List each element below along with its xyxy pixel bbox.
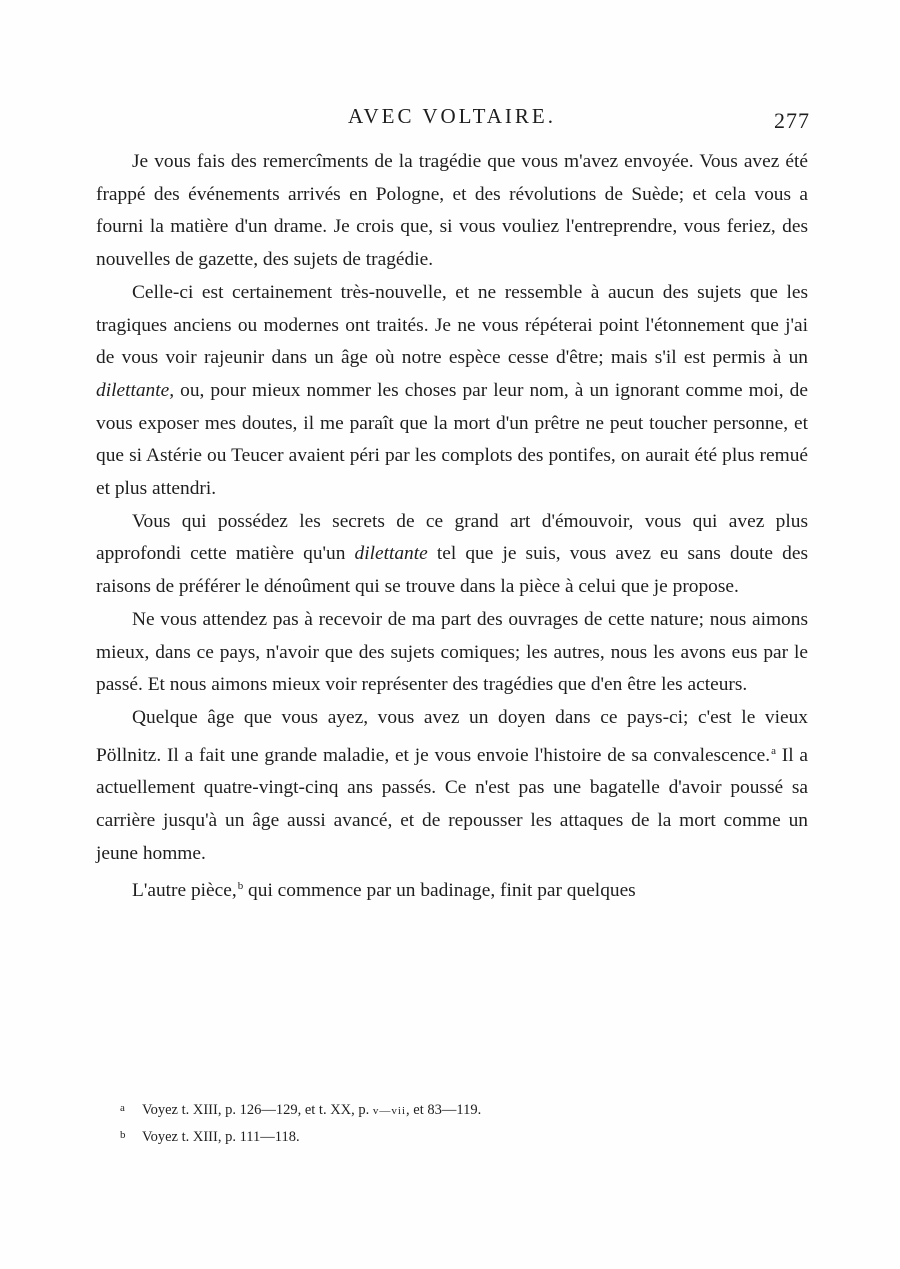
footnote-reference[interactable]: a	[771, 744, 776, 757]
paragraph-text: L'autre pièce,	[132, 880, 237, 902]
running-title: AVEC VOLTAIRE.	[348, 104, 556, 128]
paragraph-text: Celle-ci est certainement très-nouvelle, et ne ressemble à aucun des sujets que les tragiques anciens ou modernes ont traités. Je ne vous répéterai point l'étonnement que j'ai de vous voir rajeunir dans un âge où notre espèce cesse d'être; mais s'il est permis à un	[96, 281, 808, 369]
paragraph-text: tel que je suis, vous avez eu sans doute des raisons de préférer le dénoûment qui se trouve dans la pièce à celui que je propose.	[96, 543, 808, 598]
footnote-text: Voyez t. XIII, p. 111—118.	[142, 1129, 300, 1145]
footnote-b	[120, 1123, 780, 1149]
paragraph-6	[96, 870, 808, 908]
page-number: 277	[774, 108, 810, 133]
paragraph-4	[96, 604, 808, 702]
footnote-marker: a	[120, 1102, 125, 1114]
paragraph-5	[96, 702, 808, 871]
italic-term: dilettante	[354, 543, 428, 565]
footnote-text: , et 83—119.	[406, 1102, 482, 1118]
paragraph-text: Vous qui possédez les secrets de ce grand art d'émouvoir, vous qui avez plus approfondi cette matière qu'un	[96, 510, 808, 565]
body-text	[96, 146, 808, 908]
paragraph-text: ou, pour mieux nommer les choses par leur nom, à un ignorant comme moi, de vous exposer mes doutes, il me paraît que la mort d'un prêtre ne peut toucher personne, et que si Astérie ou Teucer avaient péri par les complots des pontifes, on aurait été plus remué et plus attendri.	[96, 379, 808, 500]
running-head	[96, 104, 808, 136]
paragraph-1	[96, 146, 808, 277]
footnote-text-smallcaps: v—vii	[372, 1105, 407, 1117]
footnote-text: Voyez t. XIII, p. 126—129, et t. XX, p.	[142, 1102, 373, 1118]
footnotes	[120, 1096, 780, 1149]
paragraph-3	[96, 506, 808, 604]
paragraph-text: Il a actuellement quatre-vingt-cinq ans passés. Ce n'est pas une bagatelle d'avoir poussé sa carrière jusqu'à un âge aussi avancé, et de repousser les attaques de la mort comme un jeune homme.	[96, 744, 808, 864]
footnote-marker: b	[120, 1129, 126, 1141]
italic-term: dilettante,	[96, 379, 175, 401]
paragraph-text: Quelque âge que vous ayez, vous avez un doyen dans ce pays-ci; c'est le vieux Pöllnitz. Il a fait une grande maladie, et je vous envoie l'histoire de sa convalescence.	[96, 706, 808, 766]
footnote-reference[interactable]: b	[237, 880, 244, 893]
paragraph-text: Je vous fais des remercîments de la tragédie que vous m'avez envoyée. Vous avez été frappé des événements arrivés en Pologne, et des révolutions de Suède; et cela vous a fourni la matière d'un drame. Je crois que, si vous vouliez l'entreprendre, vous feriez, des nouvelles de gazette, des sujets de tragédie.	[96, 151, 808, 271]
paragraph-text: qui commence par un badinage, finit par quelques	[243, 880, 636, 902]
paragraph-2	[96, 277, 808, 506]
paragraph-text: Ne vous attendez pas à recevoir de ma part des ouvrages de cette nature; nous aimons mieux, dans ce pays, n'avoir que des sujets comiques; les autres, nous les avons eus par le passé. Et nous aimons mieux voir représenter des tragédies que d'en être les acteurs.	[96, 608, 808, 696]
footnote-a	[120, 1096, 780, 1123]
